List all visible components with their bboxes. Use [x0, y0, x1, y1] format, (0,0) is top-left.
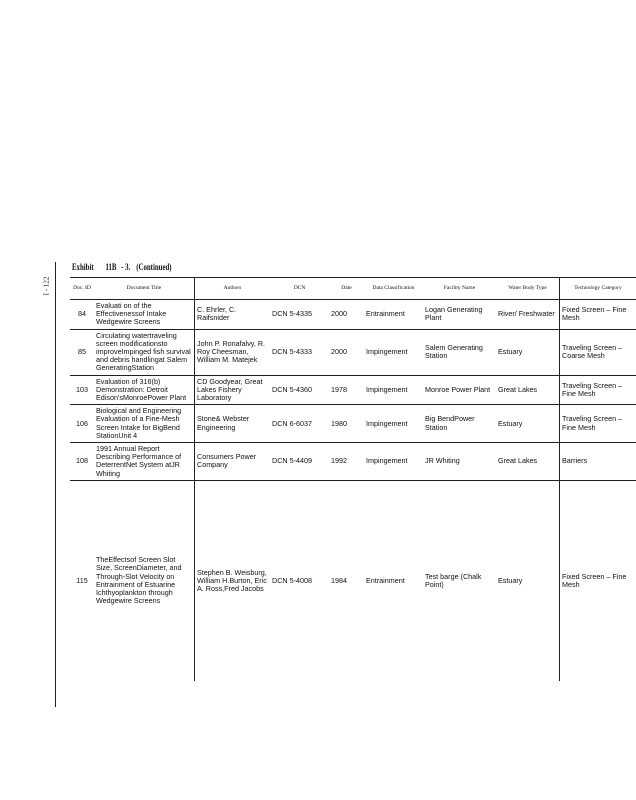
header-dcn: DCN: [270, 278, 329, 300]
table-row: [70, 300, 636, 330]
cell-doc-id: 106: [70, 405, 94, 443]
margin-rule: [55, 262, 56, 707]
cell-water-body: Estuary: [496, 405, 560, 443]
header-technology-category: Technology Category: [560, 278, 636, 300]
cell-classification: Entrainment: [364, 300, 423, 330]
cell-authors: Stephen B. Weisburg, William H.Burton, Eric A. Ross,Fred Jacobs: [197, 567, 267, 593]
cell-facility: Monroe Power Plant: [423, 375, 496, 405]
cell-technology: Barriers: [560, 443, 636, 481]
exhibit-number: 11B: [105, 263, 117, 273]
table-row: [70, 375, 636, 405]
header-facility-name: Facility Name: [423, 278, 496, 300]
cell-water-body: Great Lakes: [496, 443, 560, 481]
cell-date: 1980: [329, 405, 364, 443]
cell-facility: JR Whiting: [423, 443, 496, 481]
exhibit-suffix: - 3.: [121, 263, 131, 273]
exhibit-title: [72, 263, 182, 273]
cell-date: 1984: [331, 575, 347, 585]
cell-authors: John P. Ronafalvy, R. Roy Cheesman, William M. Matejek: [195, 329, 271, 375]
header-date: Date: [329, 278, 364, 300]
cell-doc-id: 108: [70, 443, 94, 481]
cell-facility: Salem Generating Station: [423, 329, 496, 375]
cell-date: 2000: [329, 300, 364, 330]
cell-doc-id: 115: [76, 575, 88, 585]
cell-title: 1991 Annual Report Describing Performance of DeterrentNet System atJR Whiting: [94, 443, 195, 481]
cell-technology: Traveling Screen – Fine Mesh: [560, 405, 636, 443]
table-row: [70, 405, 636, 443]
table-row: [70, 329, 636, 375]
page-side-label: I - 122: [42, 276, 51, 296]
header-data-classification: Data Classification: [364, 278, 423, 300]
cell-authors: CD Goodyear, Great Lakes Fishery Laboratory: [195, 375, 271, 405]
cell-classification: Entrainment: [366, 575, 405, 585]
exhibit-word: Exhibit: [72, 263, 94, 273]
cell-water-body: Estuary: [496, 480, 560, 681]
studies-table: [70, 277, 636, 681]
table-header-row: [70, 278, 636, 300]
cell-title: Circulating watertraveling screen modificationsto improveImpinged fish survival and debris handlingat Salem GeneratingStation: [94, 329, 195, 375]
cell-title: TheEffectsof Screen Slot Size, ScreenDiameter, and Through-Slot Velocity on Entrainment of Estuarine Ichthyoplankton through Wedgewire Screens: [94, 480, 195, 681]
cell-water-body: River/ Freshwater: [496, 300, 560, 330]
cell-dcn: DCN 6-6037: [270, 405, 329, 443]
header-doc-id: Doc. ID: [70, 278, 94, 300]
cell-dcn: DCN 5-4409: [270, 443, 329, 481]
cell-title: Evaluati on of the Effectivenessof Intake Wedgewire Screens: [94, 300, 195, 330]
cell-dcn: DCN 5-4008: [272, 575, 312, 585]
header-document-title: Document Title: [94, 278, 195, 300]
table-row: [70, 443, 636, 481]
cell-date: 2000: [329, 329, 364, 375]
cell-technology: Traveling Screen – Fine Mesh: [560, 375, 636, 405]
cell-classification: Impingement: [364, 405, 423, 443]
cell-title: Biological and Engineering Evaluation of a Fine-Mesh Screen Intake for BigBend StationUnit 4: [94, 405, 195, 443]
cell-classification: Impingement: [364, 443, 423, 481]
cell-facility: Logan Generating Plant: [423, 300, 496, 330]
table-row: [70, 480, 636, 681]
cell-water-body: Estuary: [496, 329, 560, 375]
cell-facility: Big BendPower Station: [423, 405, 496, 443]
cell-facility: Test barge (Chalk Point): [425, 571, 482, 589]
cell-technology: Fixed Screen – Fine Mesh: [560, 300, 636, 330]
cell-technology: Traveling Screen – Coarse Mesh: [560, 329, 636, 375]
cell-classification: Impingement: [364, 375, 423, 405]
cell-authors: C. Ehrler, C. Raifsnider: [195, 300, 271, 330]
cell-doc-id: 85: [70, 329, 94, 375]
cell-dcn: DCN 5-4360: [270, 375, 329, 405]
exhibit-continued: (Continued): [136, 263, 172, 273]
cell-technology: Fixed Screen – Fine Mesh: [562, 571, 627, 589]
cell-doc-id: 84: [70, 300, 94, 330]
cell-authors: Consumers Power Company: [195, 443, 271, 481]
cell-dcn: DCN 5-4333: [270, 329, 329, 375]
header-water-body-type: Water Body Type: [496, 278, 560, 300]
cell-classification: Impingement: [364, 329, 423, 375]
header-authors: Authors: [195, 278, 271, 300]
cell-dcn: DCN 5-4335: [270, 300, 329, 330]
cell-date: 1978: [329, 375, 364, 405]
cell-authors: Stone& Webster Engineering: [195, 405, 271, 443]
cell-doc-id: 103: [70, 375, 94, 405]
cell-date: 1992: [329, 443, 364, 481]
cell-title: Evaluation of 316(b) Demonstration: Detroit Edison'sMonroePower Plant: [94, 375, 195, 405]
cell-water-body: Great Lakes: [496, 375, 560, 405]
